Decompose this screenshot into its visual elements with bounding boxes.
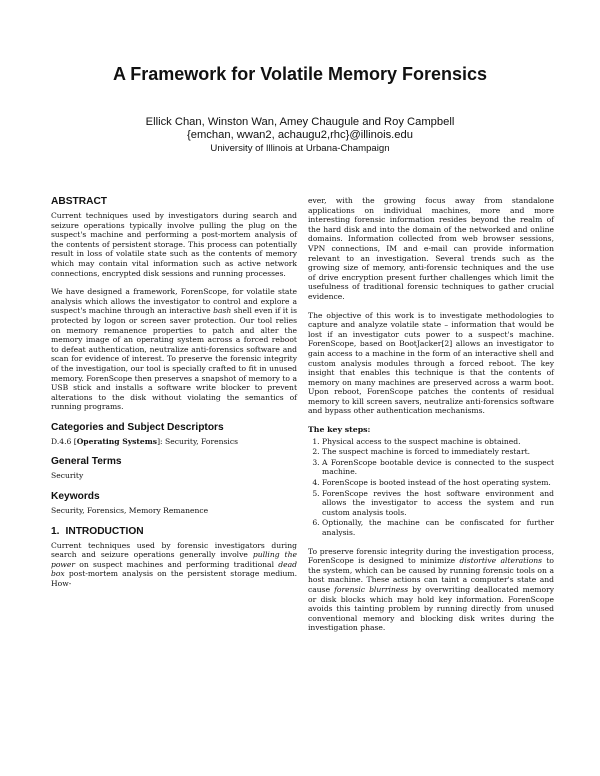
- integrity-text-1: To preserve forensic integrity during the investigation process, ForenScope is designed to minimize: [308, 546, 554, 566]
- keywords-section: [51, 491, 297, 516]
- introduction-paragraph-1-continued: [308, 196, 554, 302]
- abstract-section: [51, 196, 297, 412]
- introduction-section: [51, 526, 297, 589]
- key-step-item: 4. ForenScope is booted instead of the host operating system.: [322, 478, 554, 488]
- integrity-text-3: by overwriting deallocated memory or disk blocks which may hold key information. ForenScope avoids this tainting problem by running directly from unused conventional memory and blocking disk writes during the investigation phase.: [308, 584, 554, 633]
- key-step-item: 3. A ForenScope bootable device is connected to the suspect machine.: [322, 458, 554, 477]
- general-terms-section: [51, 456, 297, 481]
- abstract-p2-text-a: We have designed a framework, ForenScope, for volatile state analysis which allows the investigator to control and explore a suspect's machine through an interactive: [51, 287, 297, 316]
- keywords-text: Security, Forensics, Memory Remanence: [51, 506, 209, 516]
- categories-heading: Categories and Subject Descriptors: [51, 421, 224, 433]
- intro-text-2: on suspect machines and performing traditional: [75, 559, 279, 569]
- key-step-item: 1. Physical access to the suspect machine is obtained.: [322, 437, 554, 447]
- right-column: [308, 196, 554, 642]
- intro-text-3-left: post-mortem analysis on the persistent storage medium. How-: [51, 569, 297, 589]
- author-emails: {emchan, wwan2, achaugu2,rhc}@illinois.edu: [187, 129, 413, 141]
- intro-emphasis-2: dead box: [51, 559, 297, 579]
- author-block: [0, 116, 600, 155]
- keywords-heading: Keywords: [51, 491, 100, 503]
- key-steps-heading: The key steps:: [308, 425, 371, 435]
- abstract-p2-emphasis: bash: [213, 306, 232, 316]
- abstract-heading: ABSTRACT: [51, 196, 108, 207]
- integrity-paragraph: [308, 547, 554, 633]
- categories-section: [51, 422, 297, 447]
- key-steps-list: [308, 437, 554, 538]
- key-step-item: 5. ForenScope revives the host software environment and allows the investigator to access the system and run custom analysis tools.: [322, 489, 554, 518]
- categories-rest: ]: Security, Forensics: [157, 436, 238, 446]
- integrity-text-2: to the system, which can be caused by running forensic tools on a host machine. These actions can taint a computer's state and cause: [308, 556, 554, 594]
- intro-text-3-right: ever, with the growing focus away from standalone applications on individual machines, more and more interesting forensic information resides beyond the realm of the hard disk and into the domain of the networked and online domains. Information collected from web browser sessions, VPN connections, IM and e-mail can provide information relevant to an investigation. Several trends such as the growing size of memory, anti-forensic techniques and the use of drive encryption present further challenges which limit the usefulness of traditional forensic techniques to gather crucial evidence.: [308, 196, 554, 301]
- author-affiliation: University of Illinois at Urbana-Champaign: [210, 143, 390, 154]
- abstract-p2-text-b: shell even if it is protected by logon or screen saver protection. Our tool relies on memory remanence properties to patch and alter the memory image of an operating system across a forced reboot to defeat authentication, neutralize anti-forensics software and scan for evidence of interest. To preserve the forensic integrity of the investigation, our tool is specially crafted to fit in unused memory. ForenScope then preserves a snapshot of memory to a USB stick and installs a software write blocker to prevent alterations to the disk without violating the semantics of running programs.: [51, 306, 297, 412]
- integrity-emphasis-2: forensic blurriness: [334, 584, 409, 594]
- introduction-heading: [51, 526, 297, 538]
- key-step-item: 2. The suspect machine is forced to immediately restart.: [322, 447, 554, 457]
- abstract-paragraph-2: [51, 287, 297, 412]
- abstract-paragraph-1: Current techniques used by investigators during search and seizure operations typically involve pulling the plug on the suspect's machine and performing a post-mortem analysis of the contents of persistent storage. This process can potentially result in loss of volatile state such as the contents of memory which may contain vital information such as active network connections, encrypted disk sessions and running processes.: [51, 211, 297, 278]
- integrity-emphasis-1: distortive alterations: [459, 556, 543, 566]
- author-names: Ellick Chan, Winston Wan, Amey Chaugule and Roy Campbell: [145, 116, 455, 128]
- general-terms-text: Security: [51, 471, 84, 481]
- categories-bold: Operating Systems: [76, 436, 158, 446]
- general-terms-heading: General Terms: [51, 456, 122, 468]
- intro-text-1: Current techniques used by forensic investigators during search and seizure operations generally involve: [51, 540, 297, 560]
- paper-title: A Framework for Volatile Memory Forensics: [112, 64, 488, 84]
- intro-emphasis-1: pulling the power: [51, 550, 297, 569]
- introduction-number: 1.: [51, 525, 60, 537]
- categories-code: D.4.6 [: [51, 436, 77, 446]
- introduction-paragraph-1: [51, 541, 297, 589]
- key-step-item: 6. Optionally, the machine can be confiscated for further analysis.: [322, 518, 554, 537]
- introduction-title: INTRODUCTION: [65, 525, 144, 537]
- categories-text: [51, 437, 297, 447]
- left-column: [51, 196, 297, 599]
- introduction-paragraph-2: The objective of this work is to investigate methodologies to capture and analyze volatile state – information that would be lost if an investigator cuts power to a suspect's machine. ForenScope, based on BootJacker[2] allows an investigator to gain access to a machine in the form of an interactive shell and custom analysis modules through a forced reboot. The key insight that enables this technique is that the contents of memory on many machines are preserved across a warm boot. Upon reboot, ForenScope patches the contents of residual memory to kill screen savers, neutralize anti-forensics software and bypass other authentication mechanisms.: [308, 310, 554, 416]
